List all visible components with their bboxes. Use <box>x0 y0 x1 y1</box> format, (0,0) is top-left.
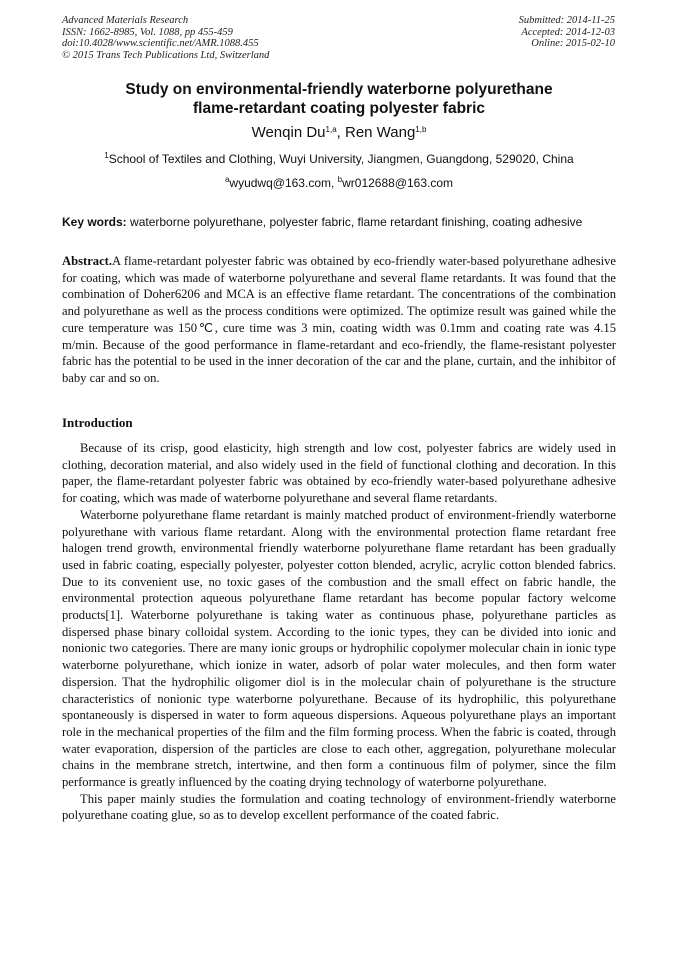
copyright-line: © 2015 Trans Tech Publications Ltd, Switzerland <box>62 49 270 61</box>
publication-info <box>62 15 269 61</box>
author-affiliation-marker: 1,b <box>415 125 427 134</box>
journal-name: Advanced Materials Research <box>62 15 189 26</box>
section-heading: Introduction <box>62 415 133 430</box>
paragraph: Because of its crisp, good elasticity, high strength and low cost, polyester fabrics are widely used in clothing, decoration material, and also widely used in the field of functional clothing and decoration. In this paper, the flame-retardant polyester fabric was obtained by eco-friendly water-based polyurethane adhesive for coating, which was made of waterborne polyurethane and several flame retardants. <box>62 441 616 506</box>
author-separator: , <box>336 124 345 141</box>
accepted-date: Accepted: 2014-12-03 <box>521 26 615 38</box>
title-line-1: Study on environmental-friendly waterborne polyurethane <box>125 81 553 98</box>
affiliation <box>60 152 618 166</box>
keywords-text: waterborne polyurethane, polyester fabric, flame retardant finishing, coating adhesive <box>126 215 583 229</box>
author-name: Wenqin Du <box>251 124 326 141</box>
publication-dates <box>519 15 615 50</box>
email-separator: , <box>330 176 338 190</box>
abstract <box>62 253 616 387</box>
author-name: Ren Wang <box>344 124 416 141</box>
keywords <box>62 215 618 229</box>
paragraph: Waterborne polyurethane flame retardant is mainly matched product of environment-friendly waterborne polyurethane with various flame retardant. Along with the environmental protection flame retardant free halogen trend growth, environmental friendly waterborne polyurethane flame retardant has been gradually used in fabric coating, especially polyester, polyester cotton blended, acrylic, acrylic cotton blended fabrics. Due to its convenient use, no toxic gases of the combustion and the small effect on fabric handle, the environmental protection aqueous polyurethane flame retardant has become popular factory welcome products[1]. Waterborne polyurethane is taking water as continuous phase, polyurethane particles as dispersed phase binary colloidal system. According to the ionic types, they can be divided into ionic and nonionic two categories. There are many ionic groups or hydrophilic copolymer molecular chain in ionic type waterborne polyurethane, which ionize in water, adsorb of polar water molecules, and then form water dispersion. That the hydrophilic oligomer diol is in the molecular chain of polyurethane is the structure characteristics of nonionic type waterborne polyurethane. Because of its hydrophilic, this polyurethane spontaneously is dispersed in water to form aqueous dispersions. Aqueous polyurethane plays an important role in the mechanical properties of the film and the film forming process. When the fabric is coated, through water evaporation, dispersion of the particles are close to each other, aggregation, polyurethane molecular chains in the membrane stretch, intertwine, and then form a continuous film of polymer, since the film performance is greatly influenced by the coating drying technology of waterborne polyurethane. <box>62 507 616 790</box>
title-line-2: flame-retardant coating polyester fabric <box>193 100 485 117</box>
email-link[interactable]: wyudwq@163.com <box>229 176 331 190</box>
keywords-label: Key words: <box>62 215 127 229</box>
issn-line: ISSN: 1662-8985, Vol. 1088, pp 455-459 <box>62 26 233 38</box>
doi-line: doi:10.4028/www.scientific.net/AMR.1088.455 <box>62 38 259 49</box>
paper-title <box>60 80 618 118</box>
author-list <box>60 124 618 141</box>
introduction-body <box>62 440 616 824</box>
email-marker: b <box>337 175 343 184</box>
email-link[interactable]: wr012688@163.com <box>342 176 454 190</box>
author-emails <box>60 176 618 190</box>
abstract-text: A flame-retardant polyester fabric was obtained by eco-friendly water-based polyurethane adhesive for coating, which was made of waterborne polyurethane and several flame retardants. It was found that the combination of Doher6206 and MCA is an effective flame retardant. The concentrations of the combination and polyurethane as well as the process conditions were optimized. The optimize result was gained while the cure temperature was 150℃, cure time was 3 min, coating width was 0.1mm and coating rate was 4.15 m/min. Because of the good performance in flame-retardant and eco-friendly, the flame-resistant polyester fabric has the potential to be used in the inner decoration of the car and the plane, curtain, and the inhibitor of baby car and so on. <box>62 254 616 385</box>
author-affiliation-marker: 1,a <box>325 125 337 134</box>
affiliation-marker: 1 <box>104 151 109 160</box>
submitted-date: Submitted: 2014-11-25 <box>518 15 615 26</box>
paragraph: This paper mainly studies the formulation and coating technology of environment-friendly waterborne polyurethane coating glue, so as to develop excellent performance of the coated fabric. <box>62 791 616 823</box>
email-marker: a <box>224 175 230 184</box>
affiliation-text: School of Textiles and Clothing, Wuyi University, Jiangmen, Guangdong, 529020, China <box>108 152 574 166</box>
abstract-label: Abstract. <box>62 254 113 268</box>
online-date: Online: 2015-02-10 <box>531 38 615 49</box>
